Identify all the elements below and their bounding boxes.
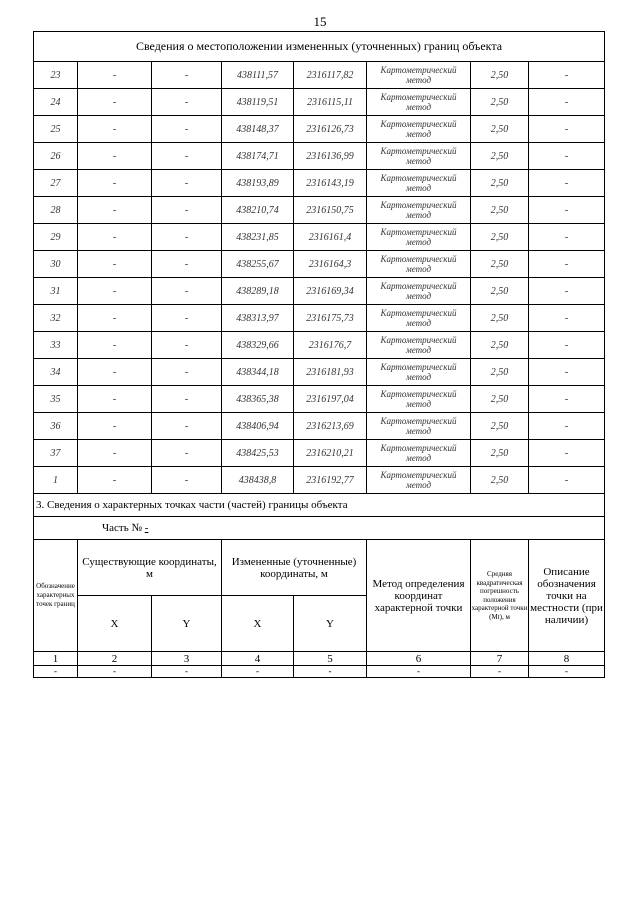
header-point-designation: Обозначение характерных точек границ — [34, 540, 78, 652]
column-number: 1 — [34, 652, 78, 666]
cell-accuracy: 2,50 — [471, 170, 529, 197]
part-label-cell — [34, 517, 605, 540]
cell-existing-x: - — [78, 278, 152, 305]
cell-changed-x: 438344,18 — [222, 359, 294, 386]
cell-existing-y: - — [152, 386, 222, 413]
cell-point-number: 29 — [34, 224, 78, 251]
cell-point-number: 1 — [34, 467, 78, 494]
header-method: Метод определения координат характерной точки — [367, 540, 471, 652]
cell-changed-y: 2316181,93 — [294, 359, 367, 386]
cell-accuracy: 2,50 — [471, 278, 529, 305]
cell-description: - — [529, 251, 605, 278]
cell-description: - — [529, 359, 605, 386]
header-existing-x: X — [78, 596, 152, 652]
cell-existing-y: - — [152, 224, 222, 251]
cell-changed-y: 2316210,21 — [294, 440, 367, 467]
cell-changed-y: 2316150,75 — [294, 197, 367, 224]
cell-changed-x: 438329,66 — [222, 332, 294, 359]
cell-changed-x: 438289,18 — [222, 278, 294, 305]
cell-changed-x: 438148,37 — [222, 116, 294, 143]
cell-method: Картометрический метод — [367, 251, 471, 278]
cell-method: Картометрический метод — [367, 440, 471, 467]
table-row — [34, 224, 605, 251]
cell-existing-y: - — [152, 62, 222, 89]
cell-description: - — [529, 278, 605, 305]
cell-point-number: 30 — [34, 251, 78, 278]
cell-method: Картометрический метод — [367, 359, 471, 386]
cell-existing-y: - — [152, 251, 222, 278]
cell-accuracy: 2,50 — [471, 62, 529, 89]
cell-existing-y: - — [152, 89, 222, 116]
cell-existing-y: - — [152, 440, 222, 467]
cell-point-number: 25 — [34, 116, 78, 143]
cell-changed-y: 2316115,11 — [294, 89, 367, 116]
cell-changed-y: 2316161,4 — [294, 224, 367, 251]
cell-changed-x: 438231,85 — [222, 224, 294, 251]
cell-changed-x: 438365,38 — [222, 386, 294, 413]
column-number: 4 — [222, 652, 294, 666]
cell-changed-x: 438313,97 — [222, 305, 294, 332]
cell-method: Картометрический метод — [367, 62, 471, 89]
table-row — [34, 62, 605, 89]
part-label: Часть № — [102, 522, 142, 534]
cell-existing-y: - — [152, 116, 222, 143]
cell-changed-y: 2316143,19 — [294, 170, 367, 197]
cell-accuracy: 2,50 — [471, 332, 529, 359]
cell-existing-y: - — [152, 197, 222, 224]
cell-method: Картометрический метод — [367, 413, 471, 440]
cell-changed-x: 438425,53 — [222, 440, 294, 467]
empty-cell: - — [78, 666, 152, 678]
cell-existing-x: - — [78, 359, 152, 386]
cell-accuracy: 2,50 — [471, 305, 529, 332]
cell-point-number: 32 — [34, 305, 78, 332]
part-value: - — [144, 522, 149, 534]
table-row — [34, 197, 605, 224]
cell-accuracy: 2,50 — [471, 386, 529, 413]
table-row — [34, 332, 605, 359]
cell-description: - — [529, 440, 605, 467]
cell-existing-x: - — [78, 197, 152, 224]
cell-point-number: 35 — [34, 386, 78, 413]
cell-existing-x: - — [78, 143, 152, 170]
column-number: 5 — [294, 652, 367, 666]
cell-existing-y: - — [152, 143, 222, 170]
cell-changed-y: 2316126,73 — [294, 116, 367, 143]
cell-description: - — [529, 332, 605, 359]
column-number: 3 — [152, 652, 222, 666]
cell-method: Картометрический метод — [367, 197, 471, 224]
cell-point-number: 27 — [34, 170, 78, 197]
header-changed-coords: Измененные (уточненные) координаты, м — [222, 540, 367, 596]
cell-accuracy: 2,50 — [471, 413, 529, 440]
cell-point-number: 26 — [34, 143, 78, 170]
cell-description: - — [529, 89, 605, 116]
empty-cell: - — [529, 666, 605, 678]
cell-existing-y: - — [152, 170, 222, 197]
cell-description: - — [529, 386, 605, 413]
cell-changed-x: 438406,94 — [222, 413, 294, 440]
cell-existing-x: - — [78, 332, 152, 359]
cell-changed-y: 2316213,69 — [294, 413, 367, 440]
cell-point-number: 31 — [34, 278, 78, 305]
table-row — [34, 116, 605, 143]
cell-description: - — [529, 197, 605, 224]
cell-description: - — [529, 413, 605, 440]
cell-accuracy: 2,50 — [471, 467, 529, 494]
cell-description: - — [529, 467, 605, 494]
cell-existing-x: - — [78, 251, 152, 278]
cell-existing-x: - — [78, 440, 152, 467]
cell-point-number: 36 — [34, 413, 78, 440]
empty-cell: - — [222, 666, 294, 678]
cell-changed-y: 2316117,82 — [294, 62, 367, 89]
empty-cell: - — [367, 666, 471, 678]
cell-point-number: 24 — [34, 89, 78, 116]
cell-changed-y: 2316197,04 — [294, 386, 367, 413]
cell-description: - — [529, 170, 605, 197]
cell-accuracy: 2,50 — [471, 143, 529, 170]
cell-point-number: 28 — [34, 197, 78, 224]
cell-existing-x: - — [78, 224, 152, 251]
column-number: 7 — [471, 652, 529, 666]
cell-method: Картометрический метод — [367, 170, 471, 197]
cell-accuracy: 2,50 — [471, 89, 529, 116]
page-number: 15 — [313, 14, 327, 29]
table-row — [34, 440, 605, 467]
empty-cell: - — [294, 666, 367, 678]
cell-method: Картометрический метод — [367, 332, 471, 359]
cell-changed-x: 438438,8 — [222, 467, 294, 494]
header-changed-y: Y — [294, 596, 367, 652]
cell-method: Картометрический метод — [367, 224, 471, 251]
cell-existing-y: - — [152, 359, 222, 386]
column-number: 8 — [529, 652, 605, 666]
cell-description: - — [529, 224, 605, 251]
cell-changed-x: 438255,67 — [222, 251, 294, 278]
cell-changed-y: 2316176,7 — [294, 332, 367, 359]
table-row — [34, 143, 605, 170]
cell-changed-x: 438174,71 — [222, 143, 294, 170]
cell-changed-y: 2316164,3 — [294, 251, 367, 278]
header-changed-x: X — [222, 596, 294, 652]
boundary-table — [33, 31, 605, 678]
header-description: Описание обозначения точки на местности (при наличии) — [529, 540, 605, 652]
cell-existing-y: - — [152, 467, 222, 494]
cell-existing-y: - — [152, 278, 222, 305]
empty-cell: - — [152, 666, 222, 678]
cell-existing-y: - — [152, 305, 222, 332]
cell-description: - — [529, 116, 605, 143]
cell-existing-x: - — [78, 305, 152, 332]
cell-existing-y: - — [152, 413, 222, 440]
cell-accuracy: 2,50 — [471, 251, 529, 278]
cell-method: Картометрический метод — [367, 89, 471, 116]
cell-point-number: 34 — [34, 359, 78, 386]
cell-changed-y: 2316169,34 — [294, 278, 367, 305]
cell-accuracy: 2,50 — [471, 116, 529, 143]
table-row — [34, 170, 605, 197]
table-row — [34, 278, 605, 305]
section-title: Сведения о местоположении измененных (уточненных) границ объекта — [34, 32, 605, 62]
cell-existing-y: - — [152, 332, 222, 359]
cell-point-number: 33 — [34, 332, 78, 359]
cell-method: Картометрический метод — [367, 467, 471, 494]
column-number: 2 — [78, 652, 152, 666]
cell-accuracy: 2,50 — [471, 359, 529, 386]
section3-title: 3. Сведения о характерных точках части (частей) границы объекта — [34, 494, 605, 517]
cell-existing-x: - — [78, 62, 152, 89]
cell-method: Картометрический метод — [367, 305, 471, 332]
table-row — [34, 251, 605, 278]
table-row — [34, 359, 605, 386]
cell-existing-x: - — [78, 467, 152, 494]
table-row — [34, 467, 605, 494]
cell-accuracy: 2,50 — [471, 224, 529, 251]
cell-accuracy: 2,50 — [471, 440, 529, 467]
empty-cell: - — [471, 666, 529, 678]
cell-changed-x: 438193,89 — [222, 170, 294, 197]
cell-changed-y: 2316136,99 — [294, 143, 367, 170]
cell-method: Картометрический метод — [367, 278, 471, 305]
cell-existing-x: - — [78, 386, 152, 413]
cell-changed-y: 2316175,73 — [294, 305, 367, 332]
cell-description: - — [529, 143, 605, 170]
cell-changed-y: 2316192,77 — [294, 467, 367, 494]
cell-description: - — [529, 62, 605, 89]
table-row — [34, 413, 605, 440]
cell-changed-x: 438111,57 — [222, 62, 294, 89]
cell-description: - — [529, 305, 605, 332]
table-row — [34, 89, 605, 116]
header-accuracy: Средняя квадратическая погрешность положения характерной точки (Mt), м — [471, 540, 529, 652]
cell-existing-x: - — [78, 116, 152, 143]
column-number: 6 — [367, 652, 471, 666]
cell-existing-x: - — [78, 89, 152, 116]
cell-changed-x: 438210,74 — [222, 197, 294, 224]
cell-method: Картометрический метод — [367, 116, 471, 143]
table-row — [34, 386, 605, 413]
cell-point-number: 37 — [34, 440, 78, 467]
cell-existing-x: - — [78, 170, 152, 197]
cell-accuracy: 2,50 — [471, 197, 529, 224]
cell-method: Картометрический метод — [367, 143, 471, 170]
table-row — [34, 305, 605, 332]
header-existing-coords: Существующие координаты, м — [78, 540, 222, 596]
cell-point-number: 23 — [34, 62, 78, 89]
cell-changed-x: 438119,51 — [222, 89, 294, 116]
cell-method: Картометрический метод — [367, 386, 471, 413]
header-existing-y: Y — [152, 596, 222, 652]
empty-cell: - — [34, 666, 78, 678]
cell-existing-x: - — [78, 413, 152, 440]
